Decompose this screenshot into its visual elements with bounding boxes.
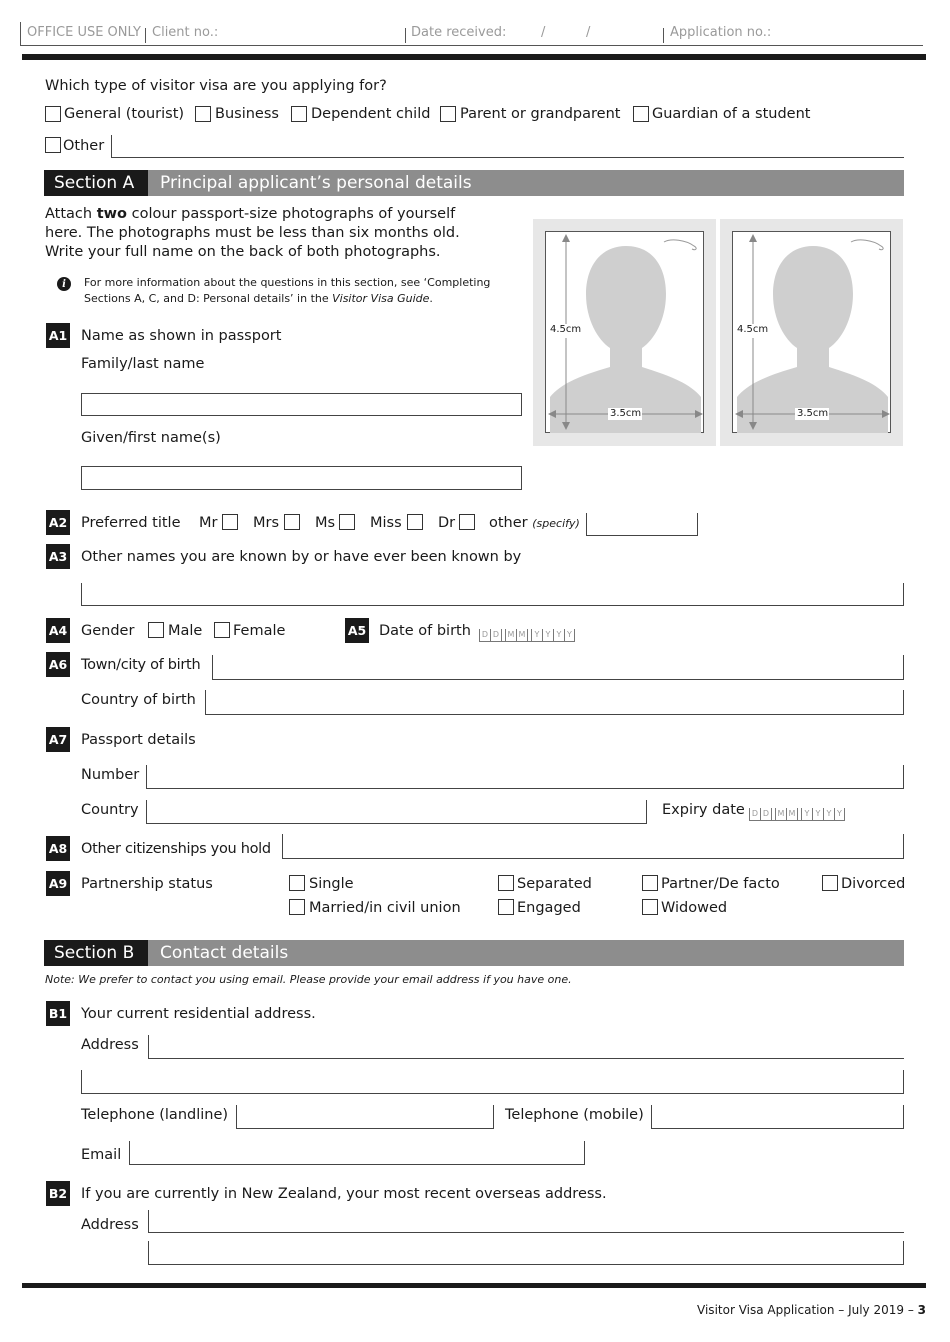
photo-box-2[interactable] — [720, 219, 903, 446]
town-of-birth-input[interactable] — [212, 655, 904, 680]
question-badge-a4: A4 — [46, 618, 70, 643]
client-no-label: Client no.: — [152, 25, 219, 40]
section-a-title: Principal applicant’s personal details — [160, 173, 472, 193]
dependent-child-checkbox[interactable] — [291, 106, 307, 122]
female-checkbox[interactable] — [214, 622, 230, 638]
passport-country-input[interactable] — [146, 800, 647, 824]
attach-line-2: here. The photographs must be less than six months old. — [45, 225, 460, 241]
title-other-input[interactable] — [586, 513, 698, 536]
given-name-label: Given/first name(s) — [81, 430, 221, 446]
info-text-line-2: Sections A, C, and D: Personal details’ in the Visitor Visa Guide. — [84, 292, 433, 305]
single-label: Single — [309, 876, 354, 892]
passport-details-label: Passport details — [81, 732, 196, 748]
question-badge-a3: A3 — [46, 544, 70, 569]
date-char: Y — [812, 808, 823, 820]
email-input[interactable] — [129, 1141, 585, 1165]
married-label: Married/in civil union — [309, 900, 461, 916]
info-text-line-1: For more information about the questions in this section, see ‘Completing — [84, 276, 491, 289]
a1-label: Name as shown in passport — [81, 328, 282, 344]
engaged-checkbox[interactable] — [498, 899, 514, 915]
photo-width-label: 3.5cm — [797, 408, 829, 419]
title-miss-checkbox[interactable] — [407, 514, 423, 530]
separated-checkbox[interactable] — [498, 875, 514, 891]
divorced-checkbox[interactable] — [822, 875, 838, 891]
photo-frame — [732, 231, 891, 433]
date-char: M — [505, 629, 516, 641]
passport-country-label: Country — [81, 802, 139, 818]
title-ms-checkbox[interactable] — [339, 514, 355, 530]
question-badge-a2: A2 — [46, 510, 70, 535]
title-dr-checkbox[interactable] — [459, 514, 475, 530]
female-label: Female — [233, 623, 286, 639]
office-use-label: OFFICE USE ONLY — [27, 25, 141, 40]
town-of-birth-label: Town/city of birth — [81, 657, 201, 673]
mobile-input[interactable] — [651, 1105, 904, 1129]
section-a-header — [44, 170, 904, 196]
application-no-label: Application no.: — [670, 25, 772, 40]
title-mr-label: Mr — [199, 515, 218, 531]
passport-number-label: Number — [81, 767, 140, 783]
attach-line-3: Write your full name on the back of both photographs. — [45, 244, 441, 260]
section-b-header — [44, 940, 904, 966]
passport-number-input[interactable] — [146, 765, 904, 789]
date-char: D — [760, 808, 771, 820]
b2-label: If you are currently in New Zealand, your most recent overseas address. — [81, 1186, 607, 1202]
question-badge-a9: A9 — [46, 871, 70, 896]
photo-height-label: 4.5cm — [737, 324, 769, 335]
separated-label: Separated — [517, 876, 592, 892]
photo-height-label: 4.5cm — [550, 324, 582, 335]
given-name-input[interactable] — [81, 466, 522, 490]
overseas-address-label: Address — [81, 1217, 139, 1233]
dob-input[interactable] — [479, 622, 575, 642]
date-slash: / — [586, 25, 591, 40]
photo-box-1[interactable] — [533, 219, 716, 446]
landline-label: Telephone (landline) — [81, 1107, 229, 1123]
business-label: Business — [215, 106, 279, 122]
expiry-date-input[interactable] — [749, 801, 845, 821]
title-mrs-checkbox[interactable] — [284, 514, 300, 530]
email-label: Email — [81, 1147, 122, 1163]
address-input-line-1[interactable] — [148, 1035, 904, 1059]
question-badge-a8: A8 — [46, 836, 70, 861]
photo-width-label: 3.5cm — [610, 408, 642, 419]
date-received-label: Date received: — [411, 25, 507, 40]
date-char: Y — [542, 629, 553, 641]
guardian-label: Guardian of a student — [652, 106, 811, 122]
attach-instructions: Attach two colour passport-size photographs of yourself — [45, 206, 456, 222]
guardian-checkbox[interactable] — [633, 106, 649, 122]
divorced-label: Divorced — [841, 876, 906, 892]
overseas-address-input-line-2[interactable] — [148, 1241, 904, 1265]
family-name-label: Family/last name — [81, 356, 205, 372]
b1-label: Your current residential address. — [81, 1006, 316, 1022]
general-label: General (tourist) — [64, 106, 185, 122]
date-char: Y — [834, 808, 845, 820]
dob-label: Date of birth — [379, 623, 471, 639]
date-char: Y — [531, 629, 542, 641]
parent-checkbox[interactable] — [440, 106, 456, 122]
footer-text: Visitor Visa Application – July 2019 – 3 — [697, 1303, 926, 1317]
business-checkbox[interactable] — [195, 106, 211, 122]
section-b-tag: Section B — [44, 940, 148, 966]
other-citizenships-label: Other citizenships you hold — [81, 841, 271, 857]
male-checkbox[interactable] — [148, 622, 164, 638]
question-badge-a5: A5 — [345, 618, 369, 643]
other-checkbox[interactable] — [45, 137, 61, 153]
other-names-input[interactable] — [81, 583, 904, 606]
question-badge-a7: A7 — [46, 727, 70, 752]
country-of-birth-input[interactable] — [205, 690, 904, 715]
date-char: M — [775, 808, 786, 820]
married-checkbox[interactable] — [289, 899, 305, 915]
dependent-child-label: Dependent child — [311, 106, 431, 122]
question-badge-a6: A6 — [46, 652, 70, 677]
date-char: Y — [823, 808, 834, 820]
info-icon: i — [57, 277, 71, 291]
partner-defacto-label: Partner/De facto — [661, 876, 780, 892]
photo-frame — [545, 231, 704, 433]
question-badge-b2: B2 — [46, 1181, 70, 1206]
date-char: D — [490, 629, 501, 641]
single-checkbox[interactable] — [289, 875, 305, 891]
general-checkbox[interactable] — [45, 106, 61, 122]
section-b-title: Contact details — [160, 943, 289, 963]
date-char: D — [479, 629, 490, 641]
divider — [405, 28, 406, 43]
male-label: Male — [168, 623, 203, 639]
title-mr-checkbox[interactable] — [222, 514, 238, 530]
title-mrs-label: Mrs — [253, 515, 280, 531]
gender-label: Gender — [81, 623, 135, 639]
partnership-status-label: Partnership status — [81, 876, 213, 892]
question-badge-b1: B1 — [46, 1001, 70, 1026]
title-other-label: other (specify) — [489, 515, 580, 531]
overseas-address-input-line-1[interactable] — [148, 1210, 904, 1233]
address-input-line-2[interactable] — [81, 1070, 904, 1094]
date-char: M — [786, 808, 797, 820]
date-slash: / — [541, 25, 546, 40]
date-char: D — [749, 808, 760, 820]
bottom-rule — [22, 1283, 926, 1288]
a3-label: Other names you are known by or have ever been known by — [81, 549, 522, 565]
date-char: Y — [801, 808, 812, 820]
divider — [663, 28, 664, 43]
contact-note: Note: We prefer to contact you using email. Please provide your email address if you have one. — [45, 973, 572, 986]
question-badge-a1: A1 — [46, 323, 70, 348]
widowed-checkbox[interactable] — [642, 899, 658, 915]
other-citizenships-input[interactable] — [282, 834, 904, 859]
expiry-date-label: Expiry date — [662, 802, 745, 818]
address-label: Address — [81, 1037, 139, 1053]
widowed-label: Widowed — [661, 900, 728, 916]
divider — [145, 28, 146, 43]
date-char: Y — [553, 629, 564, 641]
country-of-birth-label: Country of birth — [81, 692, 196, 708]
engaged-label: Engaged — [517, 900, 581, 916]
other-visa-input[interactable] — [111, 135, 904, 158]
mobile-label: Telephone (mobile) — [505, 1107, 644, 1123]
date-char: M — [516, 629, 527, 641]
top-rule — [22, 54, 926, 60]
date-char: Y — [564, 629, 575, 641]
parent-label: Parent or grandparent — [460, 106, 621, 122]
partner-defacto-checkbox[interactable] — [642, 875, 658, 891]
title-dr-label: Dr — [438, 515, 456, 531]
other-label: Other — [63, 138, 105, 154]
family-name-input[interactable] — [81, 393, 522, 416]
a2-label: Preferred title — [81, 515, 181, 531]
landline-input[interactable] — [236, 1105, 494, 1129]
visa-type-question: Which type of visitor visa are you applying for? — [45, 78, 387, 94]
section-a-tag: Section A — [44, 170, 148, 196]
title-miss-label: Miss — [370, 515, 402, 531]
title-ms-label: Ms — [315, 515, 336, 531]
